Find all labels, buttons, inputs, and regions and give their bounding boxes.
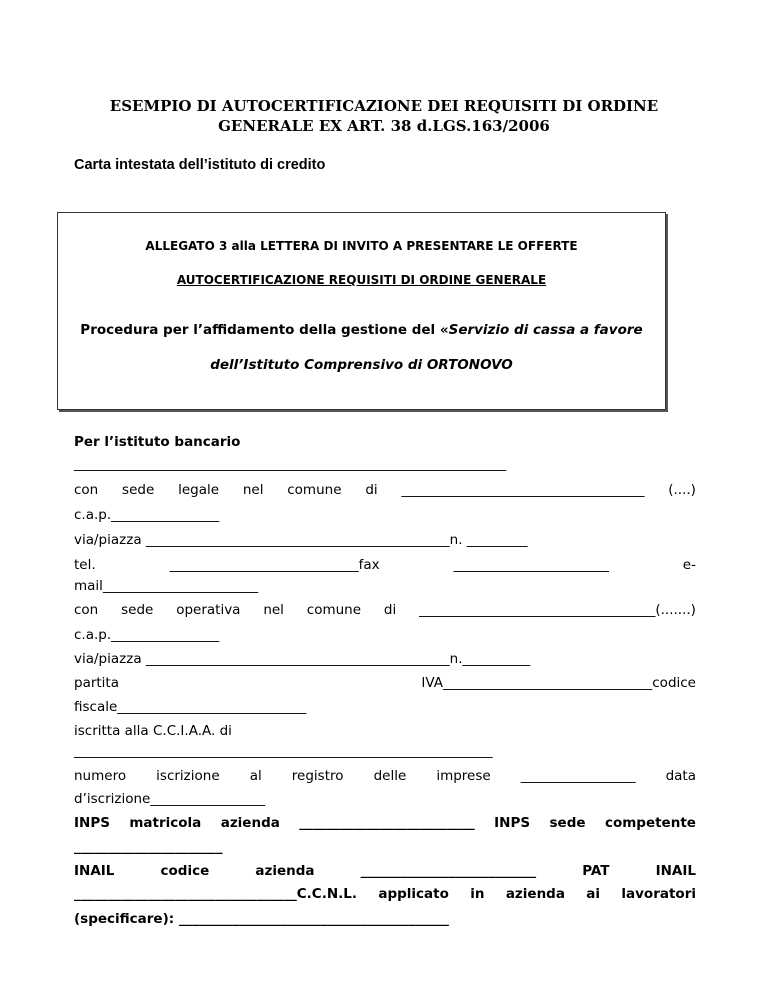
via-field: via/piazza _____________________________________________n.__________ bbox=[74, 651, 530, 667]
email-field: mail_______________________ bbox=[74, 578, 259, 594]
partita-iva-line bbox=[74, 675, 696, 691]
ccnl-specificare-field: (specificare): ________________________________________ bbox=[74, 911, 449, 927]
word: PAT bbox=[582, 863, 610, 879]
word: con bbox=[74, 482, 99, 498]
word: INAIL bbox=[74, 863, 115, 879]
ccnl-line bbox=[74, 886, 696, 902]
word: INPS bbox=[74, 815, 110, 831]
sede-operativa-line bbox=[74, 602, 696, 618]
inail-codice-field: __________________________ bbox=[360, 863, 537, 879]
word: INAIL bbox=[655, 863, 696, 879]
document-title-line-2: GENERALE EX ART. 38 d.LGS.163/2006 bbox=[218, 117, 550, 135]
sede-legale-line bbox=[74, 482, 696, 498]
inps-matricola-field: __________________________ bbox=[299, 815, 475, 831]
word: sede bbox=[122, 482, 155, 498]
word: data bbox=[665, 768, 696, 784]
word: competente bbox=[604, 815, 696, 831]
istituto-line: dell’Istituto Comprensivo di ORTONOVO bbox=[210, 357, 513, 373]
word: con bbox=[74, 602, 99, 618]
email-label: e- bbox=[682, 557, 696, 573]
cciaa-field: ______________________________________________________________ bbox=[74, 743, 493, 759]
word: ai bbox=[586, 886, 601, 902]
word: delle bbox=[373, 768, 407, 784]
procedura-text: Procedura per l’affidamento della gestione del « bbox=[80, 322, 449, 338]
comune-provincia-field: ___________________________________(.......) bbox=[419, 602, 696, 618]
provincia-field: (....) bbox=[668, 482, 696, 498]
cap-field: c.a.p.________________ bbox=[74, 507, 220, 523]
word: lavoratori bbox=[621, 886, 696, 902]
comune-field: ____________________________________ bbox=[401, 482, 645, 498]
tel-label: tel. bbox=[74, 557, 96, 573]
via-field: via/piazza _____________________________________________n. _________ bbox=[74, 532, 528, 548]
procedura-line bbox=[57, 322, 666, 338]
cciaa-label: iscritta alla C.C.I.A.A. di bbox=[74, 723, 232, 739]
word: applicato bbox=[378, 886, 449, 902]
partita-label: partita bbox=[74, 675, 120, 691]
cap-field: c.a.p.________________ bbox=[74, 627, 220, 643]
word: comune bbox=[287, 482, 342, 498]
numero-iscrizione-line bbox=[74, 768, 696, 784]
codice-fiscale-field: fiscale____________________________ bbox=[74, 699, 307, 715]
word: sede bbox=[549, 815, 586, 831]
allegato-heading: ALLEGATO 3 alla LETTERA DI INVITO A PRESENTARE LE OFFERTE bbox=[145, 239, 578, 253]
autocertificazione-heading: AUTOCERTIFICAZIONE REQUISITI DI ORDINE GENERALE bbox=[176, 273, 547, 287]
word: al bbox=[249, 768, 262, 784]
numero-field: _________________ bbox=[520, 768, 636, 784]
fax-field: _______________________ bbox=[453, 557, 609, 573]
word: di bbox=[383, 602, 397, 618]
per-istituto-label: Per l’istituto bancario bbox=[74, 434, 241, 450]
word: registro bbox=[291, 768, 344, 784]
tel-fax-line bbox=[74, 557, 696, 573]
word: di bbox=[365, 482, 378, 498]
tel-field: ____________________________fax bbox=[169, 557, 380, 573]
inps-sede-field: ______________________ bbox=[74, 839, 223, 855]
inps-line bbox=[74, 815, 696, 831]
data-iscrizione-field: d’iscrizione_________________ bbox=[74, 791, 266, 807]
word: iscrizione bbox=[156, 768, 220, 784]
word: comune bbox=[306, 602, 362, 618]
word: codice bbox=[160, 863, 210, 879]
word: nel bbox=[263, 602, 284, 618]
procedura-italic-text: Servizio di cassa a favore bbox=[448, 322, 643, 338]
word: sede bbox=[121, 602, 154, 618]
word: numero bbox=[74, 768, 127, 784]
word: INPS bbox=[494, 815, 531, 831]
word: operativa bbox=[176, 602, 241, 618]
word: legale bbox=[178, 482, 220, 498]
word: azienda bbox=[255, 863, 315, 879]
document-title-line-1: ESEMPIO DI AUTOCERTIFICAZIONE DEI REQUISITI DI ORDINE bbox=[109, 97, 659, 115]
iva-field: IVA_______________________________codice bbox=[421, 675, 696, 691]
letterhead-label: Carta intestata dell’istituto di credito bbox=[74, 157, 326, 173]
word: nel bbox=[242, 482, 264, 498]
word: matricola bbox=[129, 815, 202, 831]
word: azienda bbox=[505, 886, 565, 902]
istituto-name-field: ________________________________________________________________ bbox=[74, 456, 506, 472]
word: in bbox=[470, 886, 485, 902]
word: imprese bbox=[436, 768, 491, 784]
word: azienda bbox=[220, 815, 280, 831]
inail-line bbox=[74, 863, 696, 879]
pat-inail-field: _________________________________C.C.N.L. bbox=[74, 886, 357, 902]
